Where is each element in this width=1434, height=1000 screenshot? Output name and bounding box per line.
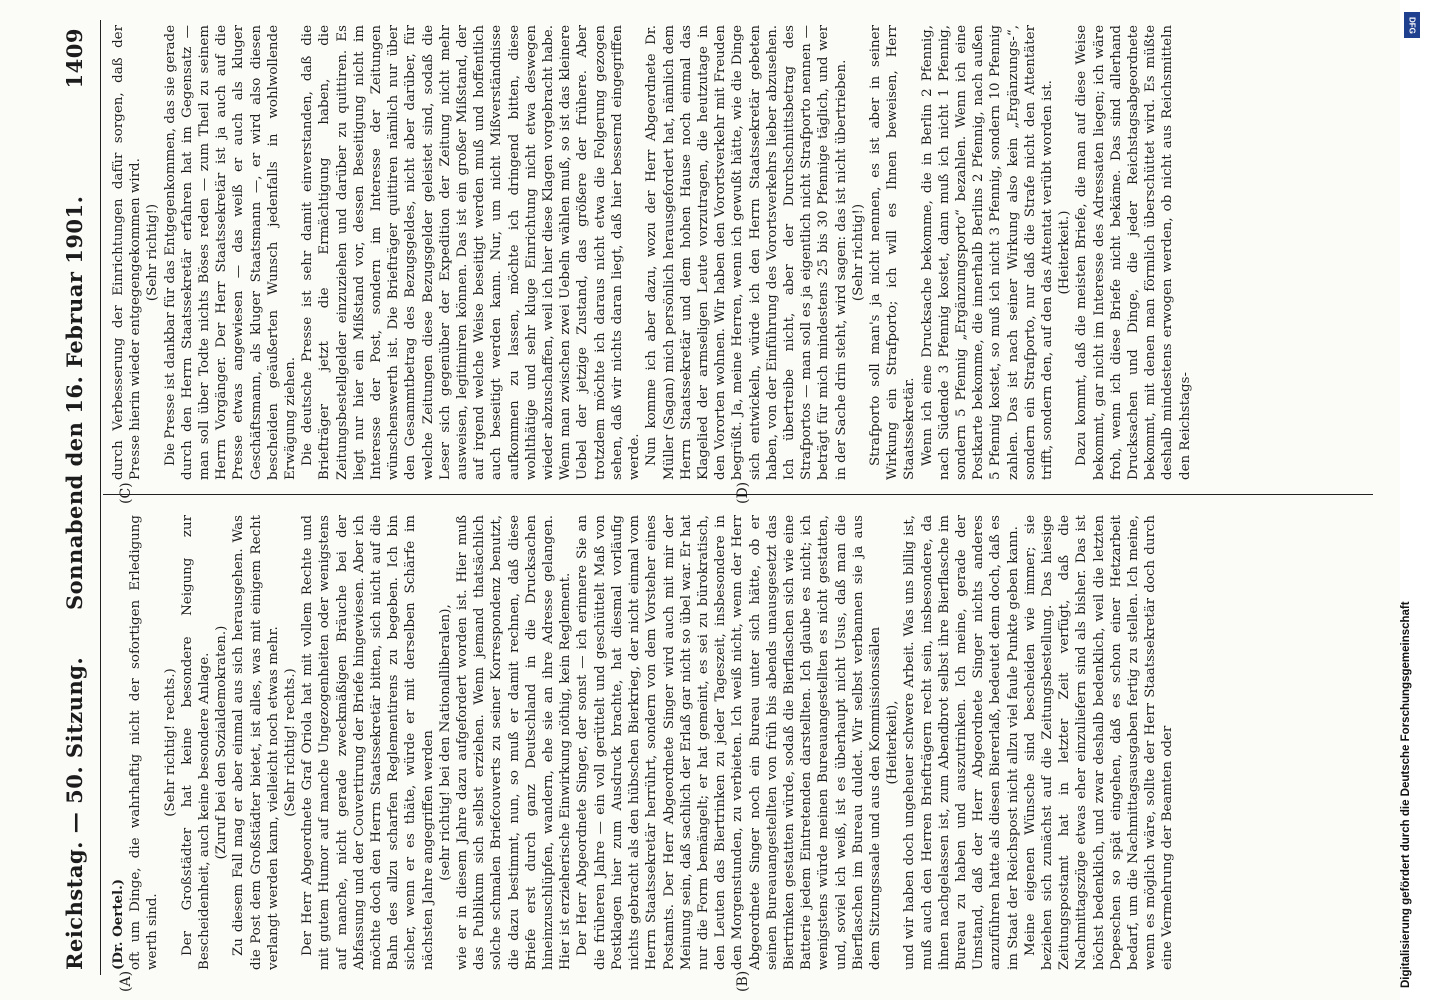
margin-marker-b: (B) (735, 970, 751, 992)
speaker-tag: (Dr. Oertel.) (110, 878, 126, 970)
digitization-credit (1396, 8, 1430, 992)
paragraph: Die deutsche Presse ist sehr damit einverstanden, daß die Briefträger jetzt die Ermächtigung haben, die Zeitungsbestellgelder einzuziehen und darüber zu quittiren. Es liegt nur hier ein Mißstand vor, dessen Beseitigung nicht im Interesse der Post, sondern im Interesse der Zeitungen wünschenswerth ist. Die Briefträger quittiren nämlich nur über den Gesammtbetrag des Bezugsgeldes, nicht aber darüber, für welche Zeitungen diese Bezugsgelder geleistet sind, sodaß die Leser sich gegenüber der Expedition der Zeitung nicht mehr ausweisen, legitimiren können. Das ist ein großer Mißstand, der auf irgend welche Weise beseitigt werden muß und hoffentlich auch beseitigt werden kann. Nur, um nicht Mißverständnisse aufkommen zu lassen, möchte ich dringend bitten, diese wohlthätige und sehr kluge Einrichtung nicht etwa deswegen wieder abzuschaffen, weil ich hier diese Klagen vorgebracht habe. Wenn man zwischen zwei Uebeln wählen muß, so ist das kleinere Uebel der jetzige Zustand, das größere der frühere. Aber trotzdem möchte ich daraus nicht etwa die Folgerung gezogen sehen, daß wir nichts daran liegt, daß hier bessernd eingegriffen werde. (300, 25, 643, 480)
paragraph: Strafporto soll man's ja nicht nennen, es ist aber in seiner Wirkung ein Strafporto; ich will es Ihnen beweisen, Herr Staatssekretär. (867, 25, 918, 480)
margin-marker-d: (D) (735, 481, 751, 504)
paragraph: Die Presse ist dankbar für das Entgegenkommen, das sie gerade durch den Herrn Staatssekretär erfahren hat im Gegensatz — man soll über Todte nichts Böses reden — zum Theil zu seinem Herrn Vorgänger. Der Herr Staatssekretär ist ja auch auf die Presse etwas angewiesen — das weiß er auch als kluger Geschäftsmann, als kluger Staatsmann —, er wird also diesen bescheiden geäußerten Wunsch jedenfalls in wohlwollende Erwägung ziehen. (162, 25, 299, 480)
interjection: (Sehr richtig!) (145, 203, 161, 302)
margin-marker-a: (A) (118, 970, 134, 992)
header-page-number: 1409 (62, 28, 87, 89)
header-session-title: Reichstag. — 50. Sitzung. (62, 656, 87, 970)
left-column (110, 515, 1370, 970)
dfg-logo: DFG (1404, 12, 1420, 38)
paragraph: Dazu kommt, daß die meisten Briefe, die man auf diese Weise bekommt, gar nicht im Interesse des Adressaten liegen; ich wäre froh, wenn ich diese Briefe nicht bekäme. Das sind allerhand Drucksachen und Dinge, die jeder Reichstagsabgeordnete bekommt, mit denen man förmlich überschüttet wird. Es müßte deshalb mindestens erwogen werden, ob nicht aus Reichsmitteln den Reichstags- (1074, 25, 1193, 480)
interjection: (sehr richtig! bei den Nationalliberalen), (437, 604, 453, 881)
right-column (110, 25, 1370, 480)
page-header (60, 10, 94, 990)
interjection: (Sehr richtig!) (850, 203, 866, 302)
interjection: (Heiterkeit.) (1057, 210, 1073, 295)
digitization-credit-text: Digitalisierung gefördert durch die Deutsche Forschungsgemeinschaft (1400, 601, 1412, 988)
interjection: (Heiterkeit), (885, 700, 901, 785)
margin-marker-c: (C) (118, 482, 134, 504)
interjection: (Sehr richtig! rechts.) (162, 668, 178, 817)
paragraph: Meine eigenen Wünsche sind bescheiden wie immer; sie beziehen sich zunächst auf die Zeitungsbestellung. Das hiesige Zeitungspostamt hat in letzter Zeit verfügt, daß die Nachmittagszüge etwas eher einzuliefern sind als bisher. Das ist höchst bedenklich, und zwar deshalb bedenklich, weil die letzten Depeschen so spät eingehen, daß es schon einer Hetzarbeit bedarf, um die Nachmittagsausgaben fertig zu stellen. Ich meine, wenn es möglich wäre, sollte der Herr Staatssekretär doch durch eine Vermehrung der Beamten oder (1022, 515, 1176, 970)
paragraph: Zu diesem Fall mag er aber einmal aus sich herausgehen. Was die Post dem Großstädter bietet, ist alles, was mit einigem Recht verlangt werden kann, vielleicht noch etwas mehr. (231, 515, 281, 970)
paragraph: Nun komme ich aber dazu, wozu der Herr Abgeordnete Dr. Müller (Sagan) mich persönlich herausgefordert hat, nämlich dem Herrn Staatssekretär und dem hohen Hause noch einmal das Klagelied der armseligen Leute vorzutragen, die heutzutage in den Vororten wohnen. Wir haben den Vorortsverkehr mit Freuden begrüßt. Ja, meine Herren, wenn ich gewußt hätte, wie die Dinge sich entwickeln, würde ich den Herrn Staatssekretär gebeten haben, von der Einführung des Vorortsverkehrs lieber abzusehen. Ich übertreibe nicht, aber der Durchschnittsbetrag des Strafportos — man soll es ja eigentlich nicht Strafporto nennen — beträgt für mich mindestens 25 bis 30 Pfennige täglich, und wer in der Sache drin steht, wird sagen: das ist nicht übertrieben. (644, 25, 849, 480)
paragraph: wie er in diesem Jahre dazu aufgefordert worden ist. Hier muß das Publikum sich selbst erziehen. Wenn jemand thatsächlich solche schmalen Briefcouverts zu seiner Korrespondenz benutzt, die dazu bestimmt, nun, so muß er damit rechnen, daß diese Briefe erst durch ganz Deutschland in die Drucksachen hineinzuschlüpfen, wandern, ehe sie an ihre Adresse gelangen. Hier ist erzieherische Einwirkung nöthig, kein Reglement. (455, 515, 574, 970)
interjection: (Sehr richtig! rechts.) (283, 668, 299, 817)
paragraph: Der Großstädter hat keine besondere Neigung zur Bescheidenheit, auch keine besondere Anlage. (179, 515, 213, 970)
header-rule (100, 20, 101, 975)
paragraph: und wir haben doch ungeheuer schwere Arbeit. Was uns billig ist, muß auch den Herren Briefträgern recht sein, insbesondere, da ihnen nachgelassen ist, zum Abendbrot selbst ihre Bierflasche im Bureau zu haben und auszutrinken. Ich meine, gerade der Umstand, daß der Herr Abgeordnete Singer nichts anderes anzuführen hatte als diesen Biererlaß, bedeutet denn doch, daß es im Staat der Reichspost nicht allzu viel faule Punkte geben kann. (902, 515, 1021, 970)
interjection: (Zuruf bei den Sozialdemokraten.) (214, 625, 230, 860)
paragraph: durch Verbesserung der Einrichtungen dafür sorgen, daß der Presse hierin wieder entgegengekommen wird. (111, 25, 144, 480)
paragraph: Wenn ich eine Drucksache bekomme, die in Berlin 2 Pfennig, nach Südende 3 Pfennig kostet, dann muß ich nicht 1 Pfennig, sondern 5 Pfennig „Ergänzungsporto“ bezahlen. Wenn ich eine Postkarte bekomme, die innerhalb Berlins 2 Pfennig, nach außen 5 Pfennig kostet, so muß ich nicht 3 Pfennig, sondern 10 Pfennig zahlen. Das ist nach seiner Wirkung also kein „Ergänzungs-“, sondern ein Strafporto, nur daß die Strafe nicht den Attentäter trifft, sondern den, auf den das Attentat verübt worden ist. (919, 25, 1055, 480)
paragraph: Der Herr Abgeordnete Graf Oriola hat mit vollem Rechte und mit gutem Humor auf manche Ungezogenheiten oder wenigstens auf manche, nicht gerade zweckmäßigen Bräuche bei der Abfassung und der Couvertirung der Briefe hingewiesen. Aber ich möchte doch den Herrn Staatssekretär bitten, sich nicht auf die Bahn des allzu scharfen Reglementirens zu begeben. Ich bin sicher, wenn er es thäte, würde er mit derselben Schärfe im nächsten Jahre angegriffen werden (300, 515, 436, 970)
header-date: Sonnabend den 16. Februar 1901. (62, 195, 87, 610)
paragraph: Der Herr Abgeordnete Singer, der sonst — ich erinnere Sie an die früheren Jahre — ein voll gerüttelt und geschüttelt Maß von Postklagen hier zum Ausdruck brachte, hat diesmal vorläufig nichts gebracht als den hübschen Bierkrieg, der nicht einmal vom Herrn Staatssekretär herrührt, sondern von dem Vorsteher eines Postamts. Der Herr Abgeordnete Singer wird auch mit mir der Meinung sein, daß sachlich der Erlaß gar nicht so übel war. Er hat nur die Form bemängelt; er hat gemeint, es sei zu bürokratisch, den Leuten das Biertrinken zu jeder Tageszeit, insbesondere in den Morgenstunden, zu verbieten. Ich weiß nicht, wenn der Herr Abgeordnete Singer noch ein Bureau unter sich hätte, ob er seinen Bureauangestellten von früh bis abends unausgesetzt das Biertrinken gestatten würde, sodaß die Bierflaschen sich wie eine Batterie jedem Eintretenden darstellten. Ich glaube es nicht; ich wenigstens würde meinen Bureauangestellten es nicht gestatten, und, soviel ich weiß, ist es überhaupt nicht Usus, daß man die Bierflaschen im Bureau duldet. Wir selbst verbannen sie ja aus dem Sitzungssaale und aus den Kommissionssälen (575, 515, 883, 970)
paragraph: oft um Dinge, die wahrhaftig nicht der sofortigen Erledigung werth sind. (128, 515, 161, 970)
